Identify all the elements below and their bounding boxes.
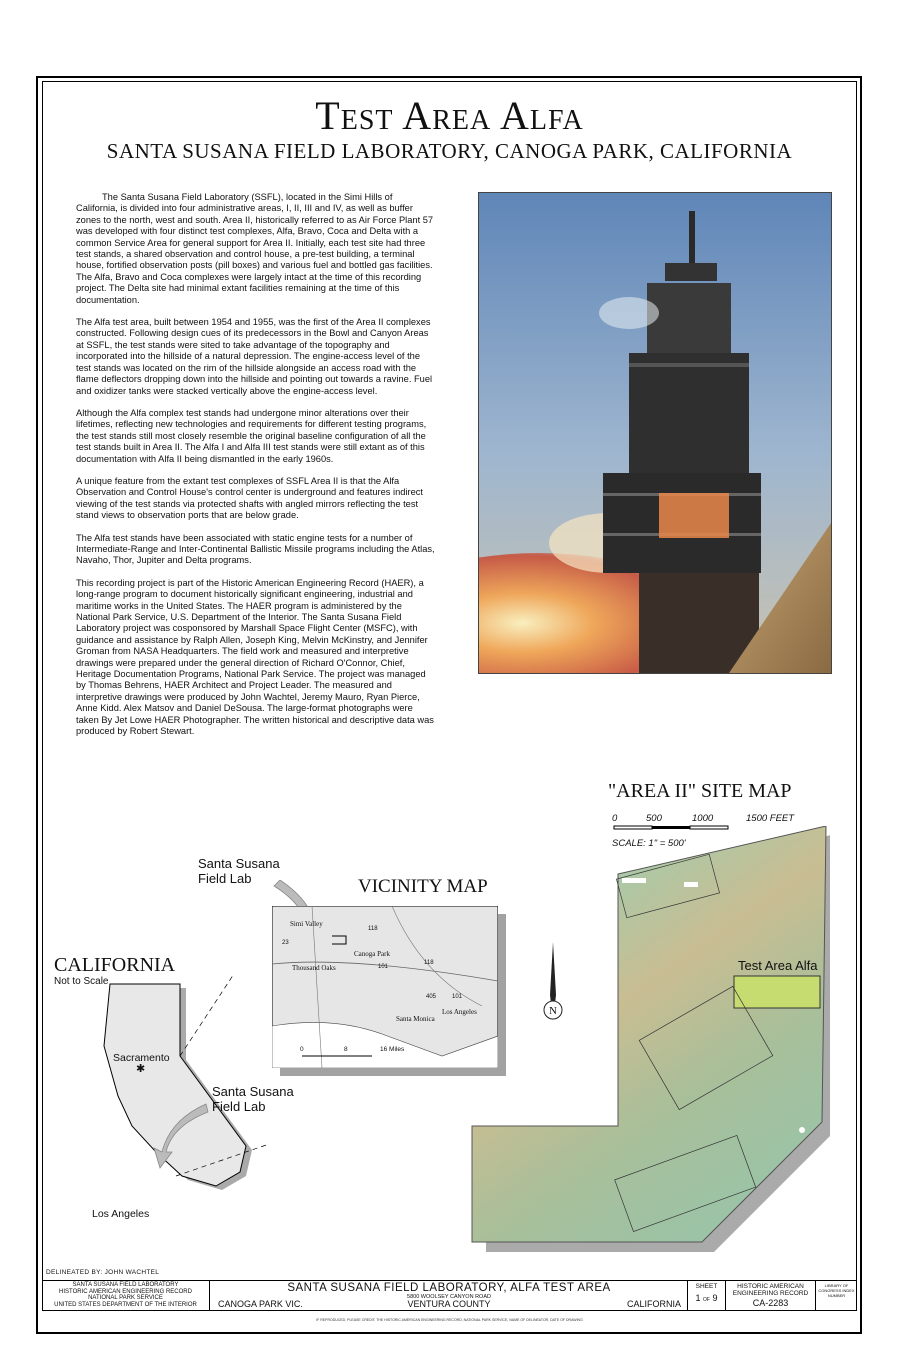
- route-shield: 118: [424, 960, 434, 966]
- agency-cell: [42, 1281, 210, 1310]
- sheet-number: [688, 1290, 725, 1303]
- paragraph: The Alfa test area, built between 1954 and 1955, was the first of the Area II complexes constructed. Following design cues of its predecessors in the Bowl and Canyon Areas at SSFL, the test stands were sited to take advantage of the topography and incorporated into the hillside of a natural depression. The engine-access level of the test stands was located on the rim of the hillside alongside an access road with the flame deflectors dropping down into the hillside and pointing out towards a ravine. Fuel and oxidizer tanks were stacked vertically above the engine-access level.: [76, 317, 433, 396]
- place-canoga-park: Canoga Park: [354, 950, 390, 958]
- project-title: SANTA SUSANA FIELD LABORATORY, ALFA TEST AREA: [287, 1282, 611, 1294]
- agency-line: SANTA SUSANA FIELD LABORATORY: [72, 1282, 179, 1288]
- vicinity-map-title: VICINITY MAP: [358, 876, 488, 897]
- route-shield: 101: [452, 994, 463, 1000]
- haer-line: ENGINEERING RECORD: [732, 1290, 809, 1297]
- paragraph: A unique feature from the extant test complexes of SSFL Area II is that the Alfa Observation and Control House's control center is underground and features indirect viewing of the test stands via protected shafts with angled mirrors reflecting the test stand views to observation ports that are below grade.: [76, 475, 423, 521]
- project-cell: [210, 1281, 688, 1310]
- body-text: [76, 192, 436, 748]
- haer-cell: [726, 1281, 816, 1310]
- not-to-scale-note: Not to Scale: [54, 976, 109, 987]
- ssfl-label-top: Santa Susana Field Lab: [198, 856, 280, 886]
- delineated-by: DELINEATED BY: JOHN WACHTEL: [46, 1269, 160, 1276]
- sacramento-label: Sacramento: [113, 1052, 170, 1064]
- agency-line: HISTORIC AMERICAN ENGINEERING RECORD: [59, 1288, 192, 1295]
- site-map-terrain: [470, 826, 830, 1256]
- test-stand-photo: [478, 192, 832, 674]
- north-label: N: [549, 1005, 557, 1017]
- project-address: 5800 WOOLSEY CANYON ROAD: [407, 1294, 491, 1300]
- index-note: LIBRARY OF CONGRESS INDEX NUMBER: [818, 1283, 855, 1298]
- paragraph: The Alfa test stands have been associated with static engine tests for a number of Intermediate-Range and Inter-Continental Ballistic Missile programs including the Atlas, Navaho, Thor, Jupiter and Delta programs.: [76, 532, 435, 566]
- agency-line: UNITED STATES DEPARTMENT OF THE INTERIOR: [54, 1301, 197, 1308]
- sheet-num: 1: [695, 1293, 701, 1303]
- vicinity-scale-label: 16 Miles: [380, 1046, 405, 1053]
- haer-line: HISTORIC AMERICAN: [737, 1283, 804, 1290]
- california-title: CALIFORNIA: [54, 954, 176, 976]
- scale-label: 1000: [692, 813, 714, 824]
- sheet-label: SHEET: [695, 1283, 718, 1290]
- vicinity-scale-label: 8: [344, 1046, 348, 1053]
- paragraph: Although the Alfa complex test stands had undergone minor alterations over their lifetimes, reflecting new technologies and requirements for different testing programs, the test stands still most closely resemble the original baseline configuration of all the test stands built in Area II. The Alfa I and Alfa III test stands were still extant as of this documentation with Alfa II being dismantled in the early 1960s.: [76, 407, 427, 464]
- index-cell: [816, 1281, 857, 1310]
- sheet-of: OF: [703, 1297, 710, 1303]
- scale-label: 1500 FEET: [746, 813, 795, 824]
- place-simi-valley: Simi Valley: [290, 920, 323, 928]
- page-title: Test Area Alfa: [315, 93, 584, 138]
- scale-label: 0: [612, 813, 618, 824]
- route-shield: 405: [426, 994, 437, 1000]
- route-shield: 118: [368, 926, 378, 932]
- site-map-title: "AREA II" SITE MAP: [608, 780, 792, 802]
- capital-star-icon: ✱: [136, 1063, 146, 1075]
- place-los-angeles: Los Angeles: [442, 1008, 477, 1016]
- scale-label: 500: [646, 813, 662, 824]
- agency-line: NATIONAL PARK SERVICE: [88, 1295, 163, 1302]
- sheet-total: 9: [712, 1293, 718, 1303]
- paragraph: This recording project is part of the Historic American Engineering Record (HAER), a long-range program to document historically significant engineering, industrial and maritime works in the United States. The HAER program is administered by the National Park Service, U.S. Department of the Interior. The Santa Susana Field Laboratory project was cosponsored by Marshall Space Flight Center (MSFC), with guidance and assistance by Ralph Allen, Joseph King, Melvin McKinstry, and Jennifer Groman from NASA Headquarters. The field work and measured and interpretive drawings were prepared under the general direction of Richard O'Connor, Chief, Heritage Documentation Programs, National Park Service. The project was managed by Thomas Behrens, HAER Architect and Project Leader. The measured and interpretive drawings were produced by John Wachtel, Jeremy Mauro, Ryan Pierce, Anne Kidd. Alex Matsov and Daniel DeSousa. The large-format photographs were taken By Jet Lowe HAER Photographer. The written historical and descriptive data was produced by Robert Stewart.: [76, 577, 434, 737]
- vicinity-scale-label: 0: [300, 1046, 304, 1053]
- title-block: [42, 1280, 857, 1311]
- ssfl-label-bottom: Santa Susana Field Lab: [212, 1084, 294, 1114]
- sheet-cell: [688, 1281, 726, 1310]
- reproduction-footnote: IF REPRODUCED, PLEASE CREDIT: THE HISTORIC AMERICAN ENGINEERING RECORD, NATIONAL PARK SERVICE, NAME OF DELINEATOR, DATE OF DRAWING: [316, 1318, 583, 1322]
- route-shield: 23: [282, 940, 289, 946]
- vicinity-map-box: [272, 906, 498, 1068]
- paragraph: The Santa Susana Field Laboratory (SSFL), located in the Simi Hills of California, is divided into four administrative areas, I, II, III and IV, as well as buffer zones to the north, west and south. Area II, historically referred to as Air Force Plant 57 was developed with four distinct test complexes, Alfa, Bravo, Coca and Delta with a common Service Area for general support for Area II. Initially, each test site had three test stands, a shared observation and control house, a pre-test building, a terminal house, fortified observation posts (pill boxes) and various fuel and bottled gas facilities. The Alfa, Bravo and Coca complexes were largely intact at the time of this recording project. The Delta site had minimal extant facilities remaining at the time of this documentation.: [76, 192, 434, 305]
- test-area-alfa-label: Test Area Alfa: [738, 958, 818, 973]
- pointer-arrow-icon: [150, 1100, 210, 1170]
- los-angeles-label: Los Angeles: [92, 1208, 150, 1220]
- county: VENTURA COUNTY: [407, 1299, 491, 1309]
- place-thousand-oaks: Thousand Oaks: [292, 964, 336, 972]
- route-shield: 101: [378, 964, 389, 970]
- state: CALIFORNIA: [626, 1299, 681, 1309]
- site-map-scale-note: SCALE: 1" = 500': [612, 838, 686, 849]
- place-santa-monica: Santa Monica: [396, 1015, 435, 1023]
- north-arrow-icon: [540, 940, 566, 1040]
- location-left: CANOGA PARK VIC.: [218, 1299, 303, 1309]
- haer-number: CA-2283: [752, 1298, 789, 1308]
- page-subtitle: SANTA SUSANA FIELD LABORATORY, CANOGA PARK, CALIFORNIA: [106, 139, 793, 163]
